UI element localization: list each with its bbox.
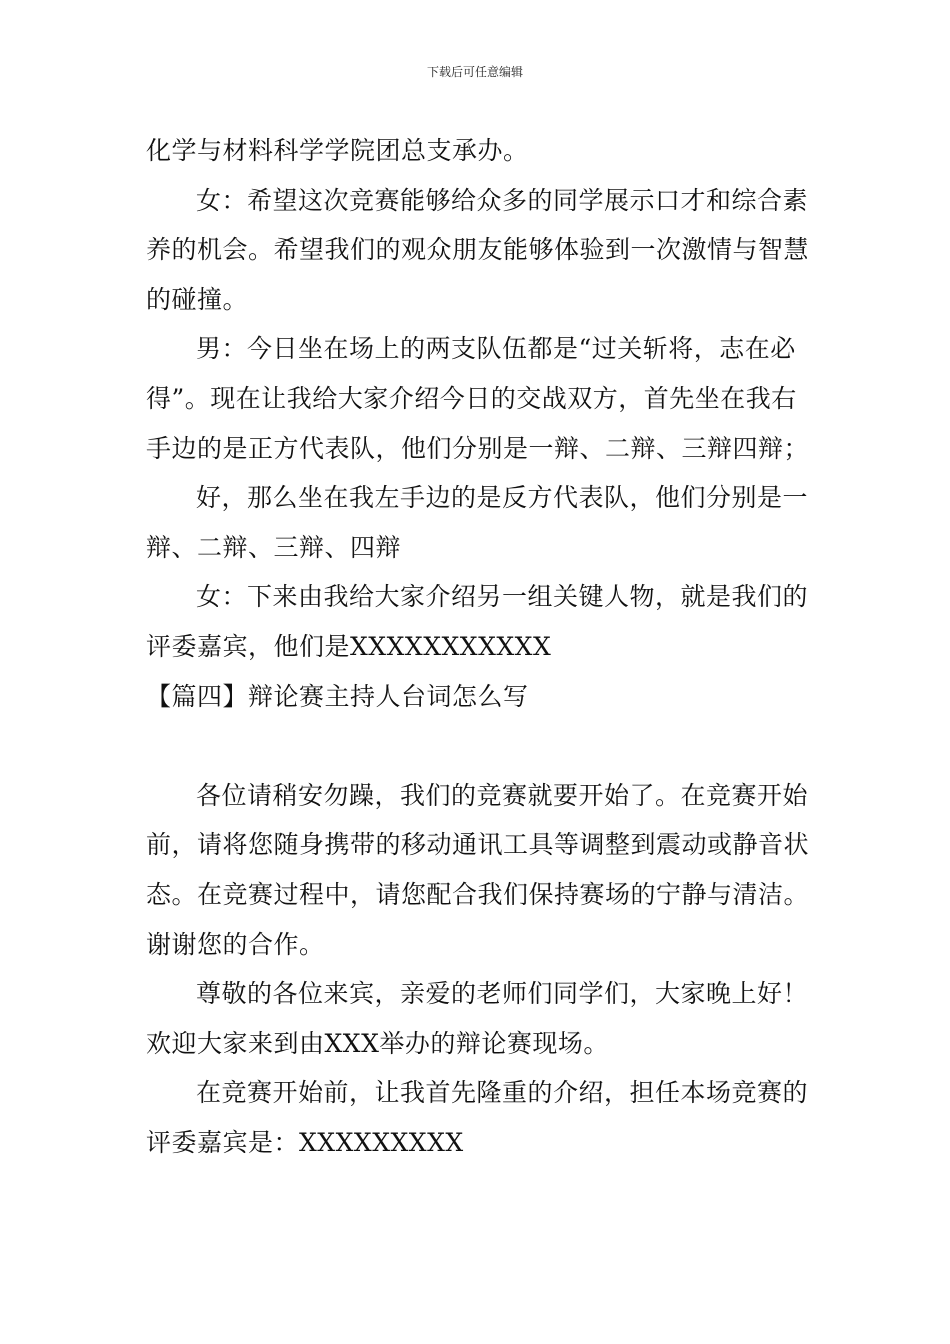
section-heading: 【篇四】辩论赛主持人台词怎么写 <box>146 681 529 711</box>
paragraph: 在竞赛开始前，让我首先隆重的介绍，担任本场竞赛的评委嘉宾是：XXXXXXXXX <box>146 1078 809 1157</box>
paragraph: 男：今日坐在场上的两支队伍都是“过关斩将，志在必得”。现在让我给大家介绍今日的交战双方，首先坐在我右手边的是正方代表队，他们分别是一辩、二辩、三辩四辩； <box>146 334 810 463</box>
document-body <box>146 126 816 1167</box>
paragraph: 各位请稍安勿躁，我们的竞赛就要开始了。在竞赛开始前，请将您随身携带的移动通讯工具等调整到震动或静音状态。在竞赛过程中，请您配合我们保持赛场的宁静与清洁。谢谢您的合作。 <box>146 780 810 959</box>
paragraph: 尊敬的各位来宾，亲爱的老师们同学们，大家晚上好！欢迎大家来到由XXX举办的辩论赛现场。 <box>146 979 809 1058</box>
page-header: 下载后可任意编辑 <box>426 65 523 79</box>
paragraph: 女：希望这次竞赛能够给众多的同学展示口才和综合素养的机会。希望我们的观众朋友能够体验到一次激情与智慧的碰撞。 <box>146 185 810 314</box>
paragraph: 女：下来由我给大家介绍另一组关键人物，就是我们的评委嘉宾，他们是XXXXXXXXXXX <box>146 582 809 661</box>
blank-line <box>146 721 816 771</box>
paragraph: 化学与材料科学学院团总支承办。 <box>146 136 529 165</box>
paragraph: 好，那么坐在我左手边的是反方代表队，他们分别是一辩、二辩、三辩、四辩 <box>146 483 809 562</box>
